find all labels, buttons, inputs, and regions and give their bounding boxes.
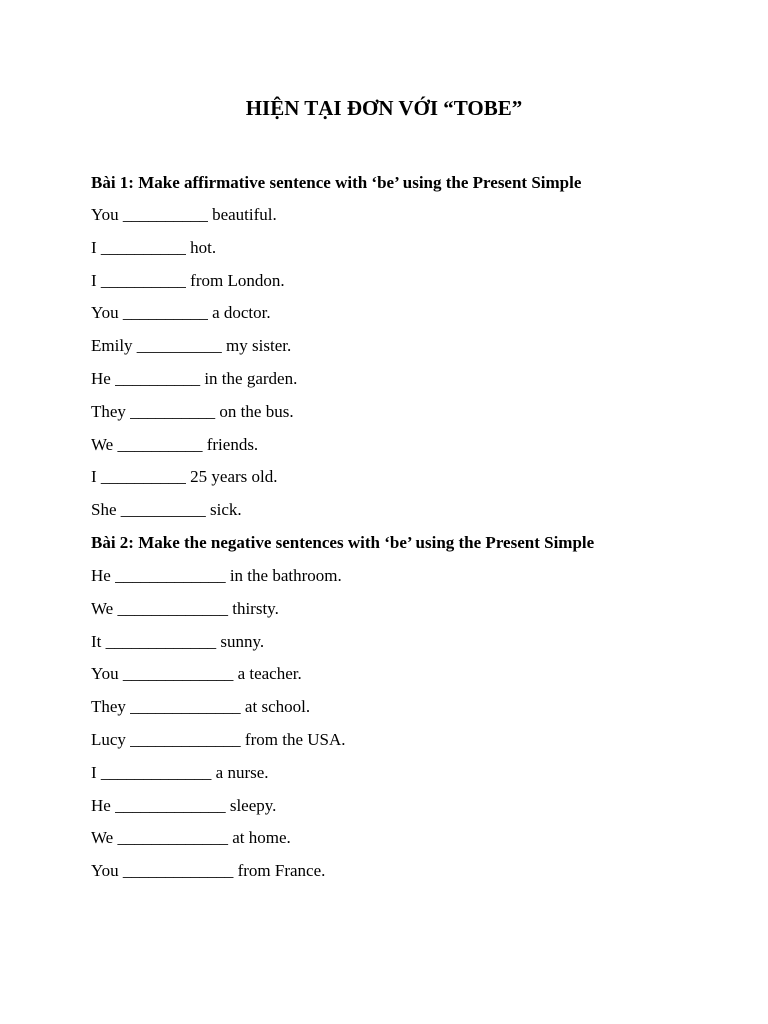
exercise-2-sentence-7: I _____________ a nurse.	[91, 762, 269, 782]
page-title: HIỆN TẠI ĐƠN VỚI “TOBE”	[245, 96, 523, 120]
exercise-2-sentence-4: You _____________ a teacher.	[91, 664, 302, 684]
exercise-2-sentence-list	[91, 565, 346, 893]
exercise-1-sentence-list	[91, 204, 297, 532]
exercise-2-sentence-2: We _____________ thirsty.	[91, 598, 279, 618]
exercise-1-sentence-2: I __________ hot.	[91, 237, 217, 257]
exercise-1-sentence-10: She __________ sick.	[91, 500, 242, 520]
exercise-1-sentence-6: He __________ in the garden.	[91, 368, 298, 388]
exercise-1-sentence-3: I __________ from London.	[91, 270, 285, 290]
exercise-1-sentence-1: You __________ beautiful.	[91, 205, 277, 224]
exercise-2-sentence-1: He _____________ in the bathroom.	[91, 566, 342, 585]
exercise-2-sentence-8: He _____________ sleepy.	[91, 795, 277, 815]
exercise-2-sentence-10: You _____________ from France.	[91, 861, 326, 881]
exercise-2-sentence-3: It _____________ sunny.	[91, 631, 265, 651]
exercise-1-sentence-9: I __________ 25 years old.	[91, 467, 278, 487]
exercise-1-sentence-4: You __________ a doctor.	[91, 303, 271, 323]
exercise-2-heading: Bài 2: Make the negative sentences with ‘be’ using the Present Simple	[91, 533, 595, 552]
exercise-2-sentence-6: Lucy _____________ from the USA.	[91, 729, 346, 749]
exercise-1-sentence-8: We __________ friends.	[91, 434, 259, 454]
exercise-1-sentence-5: Emily __________ my sister.	[91, 336, 292, 356]
exercise-2-sentence-9: We _____________ at home.	[91, 828, 291, 848]
exercise-1-heading: Bài 1: Make affirmative sentence with ‘be’ using the Present Simple	[91, 173, 582, 192]
exercise-1-sentence-7: They __________ on the bus.	[91, 401, 294, 421]
exercise-2-sentence-5: They _____________ at school.	[91, 697, 311, 717]
